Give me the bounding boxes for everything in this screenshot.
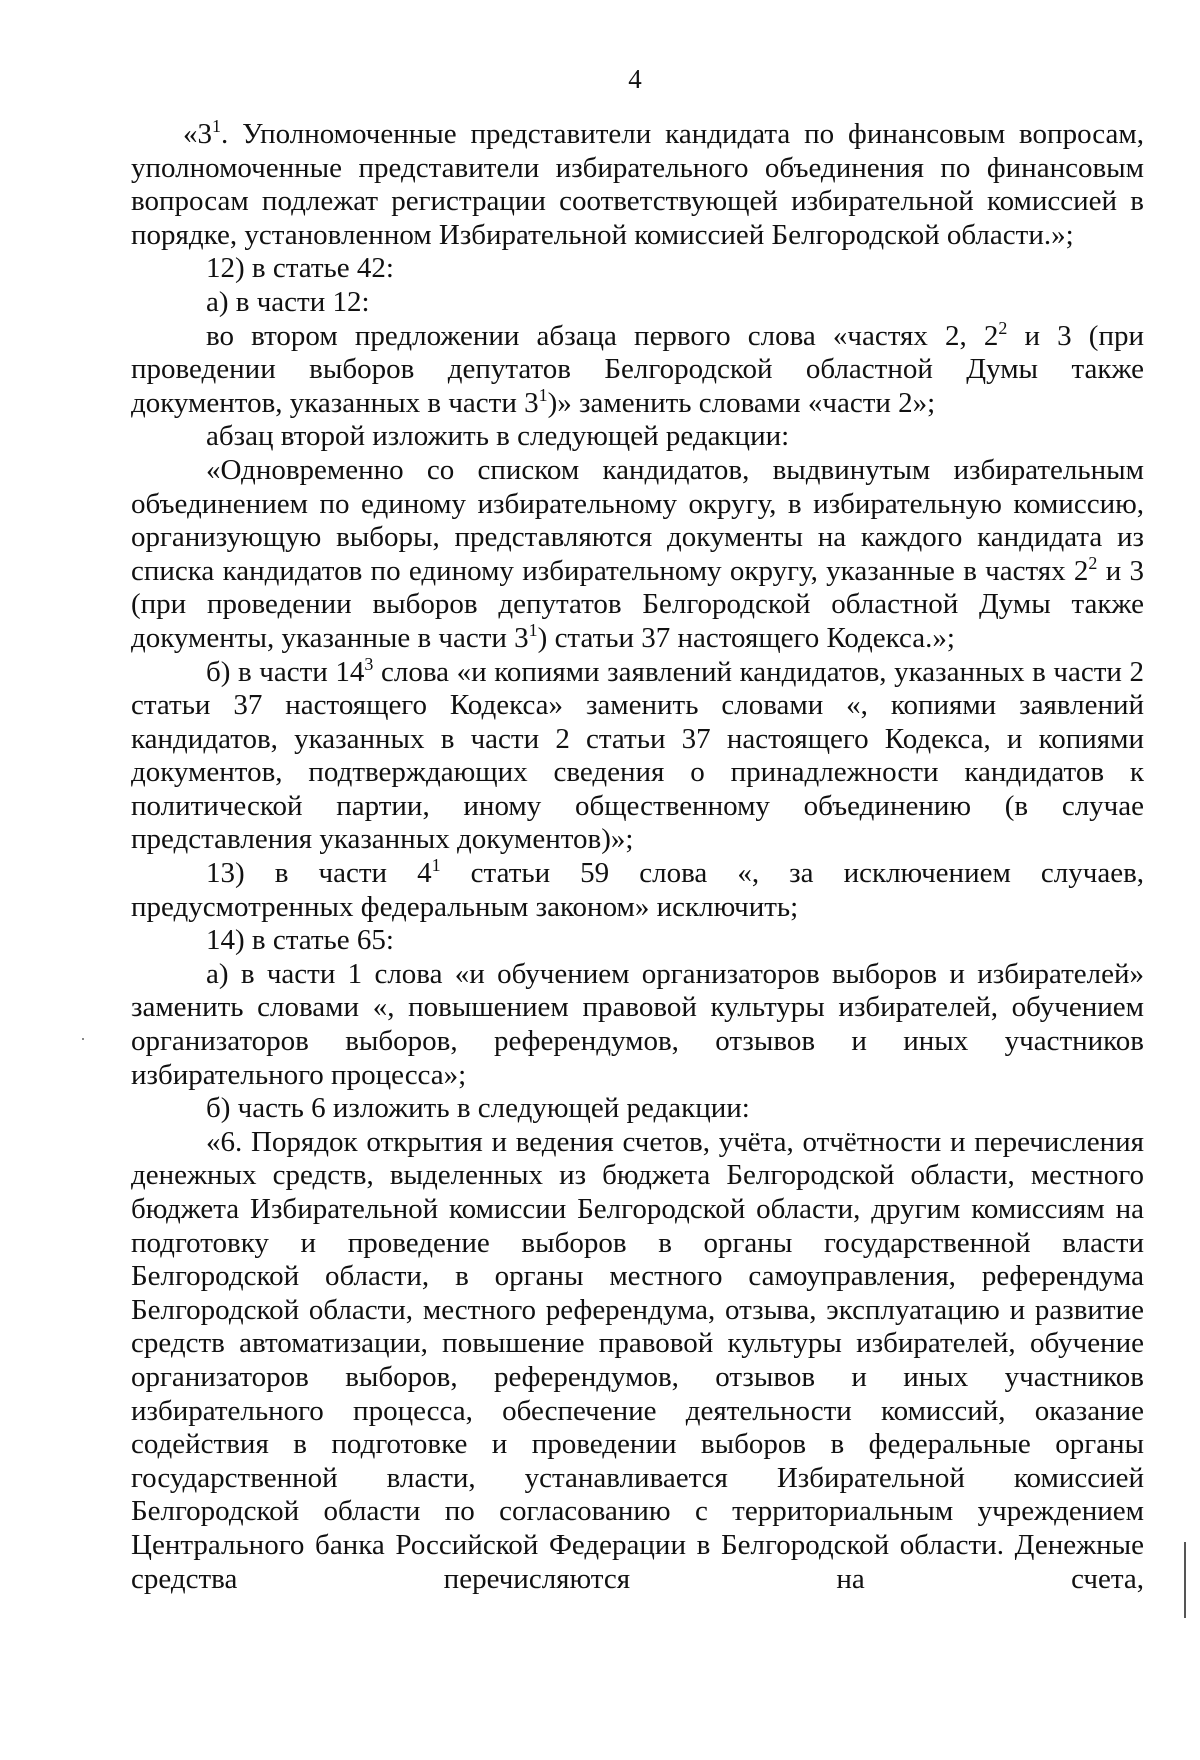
paragraph-p11 (131, 1092, 1144, 1126)
text-segment: и 3 (при проведении выборов депутатов Белгородской областной Думы также документы, указанные в части 3 (131, 554, 1144, 654)
superscript: 3 (364, 653, 374, 674)
text-segment: 14) в статье 65: (206, 924, 394, 957)
superscript: 1 (212, 116, 221, 137)
text-segment: статьи 59 слова «, за исключением случаев, предусмотренных федеральным законом» исключить; (131, 857, 1145, 923)
text-segment: «3 (183, 118, 212, 150)
paragraph-p10 (131, 958, 1144, 1092)
paragraph-p12 (131, 1126, 1144, 1596)
text-segment: )» заменить словами «части 2»; (547, 386, 936, 419)
text-segment: ) статьи 37 настоящего Кодекса.»; (537, 621, 955, 654)
superscript: 2 (1088, 552, 1098, 573)
text-segment: б) в части 14 (206, 655, 365, 688)
text-segment: «Одновременно со списком кандидатов, выдвинутым избирательным объединением по единому избирательному округу, в избирательную комиссию, организующую выборы, представляются документы на каждого кандидата из списка кандидатов по единому избирательному округу, указанные в частях 2 (131, 453, 1144, 587)
paragraph-p7 (131, 653, 1144, 858)
paragraph-p9 (131, 924, 1144, 958)
text-segment: а) в части 12: (206, 285, 370, 318)
paragraph-p2 (131, 252, 1144, 286)
text-segment: и 3 (при проведении выборов депутатов Белгородской областной Думы также документов, указанных в части 3 (131, 319, 1144, 419)
text-segment: б) часть 6 изложить в следующей редакции: (206, 1092, 750, 1125)
page-number: 4 (628, 64, 642, 94)
text-segment: во втором предложении абзаца первого слова «частях 2, 2 (206, 319, 999, 352)
paragraph-p3 (131, 286, 1144, 320)
superscript: 2 (998, 317, 1008, 338)
text-segment: а) в части 1 слова «и обучением организаторов выборов и избирателей» заменить словами «, повышением правовой культуры избирателей, обучением организаторов выборов, референдумов, отзывов и иных участников избирательного процесса»; (131, 957, 1144, 1091)
paragraph-p4 (131, 317, 1144, 421)
document-body (131, 118, 1144, 1596)
margin-line (1184, 1542, 1186, 1618)
paragraph-p1 (131, 118, 1144, 252)
paragraph-p8 (131, 857, 1144, 924)
superscript: 1 (431, 855, 441, 876)
superscript: 1 (538, 384, 548, 405)
superscript: 1 (528, 620, 538, 641)
paragraph-p6 (131, 454, 1144, 656)
text-segment: «6. Порядок открытия и ведения счетов, учёта, отчётности и перечисления денежных средств, выделенных из бюджета Белгородской области, местного бюджета Избирательной комиссии Белгородской области, другим комиссиям на подготовку и проведение выборов в органы государственной власти Белгородской области, в органы местного самоуправления, референдума Белгородской области, местного референдума, отзыва, эксплуатацию и развитие средств автоматизации, повышение правовой культуры избирателей, обучение организаторов выборов, референдумов, отзывов и иных участников избирательного процесса, обеспечение деятельности комиссий, оказание содействия в подготовке и проведении выборов в федеральные органы государственной власти, устанавливается Избирательной комиссией Белгородской области по согласованию с территориальным учреждением Центрального банка Российской Федерации в Белгородской области. Денежные средства перечисляются на счета, (131, 1125, 1144, 1595)
text-segment: 13) в части 4 (206, 857, 432, 890)
text-segment: 12) в статье 42: (206, 252, 394, 285)
text-segment: слова «и копиями заявлений кандидатов, указанных в части 2 статьи 37 настоящего Кодекса» заменить словами «, копиями заявлений кандидатов, указанных в части 2 статьи 37 настоящего Кодекса, и копиями документов, подтверждающих сведения о принадлежности кандидатов к политической партии, иному общественному объединению (в случае представления указанных документов)»; (131, 655, 1144, 856)
text-segment: . Уполномоченные представители кандидата по финансовым вопросам, уполномоченные представители избирательного объединения по финансовым вопросам подлежат регистрации соответствующей избирательной комиссией в порядке, установленном Избирательной комиссией Белгородской области.»; (131, 118, 1144, 251)
paragraph-p5 (131, 420, 1144, 454)
text-segment: абзац второй изложить в следующей редакции: (206, 420, 790, 453)
scan-speck (82, 1038, 84, 1040)
